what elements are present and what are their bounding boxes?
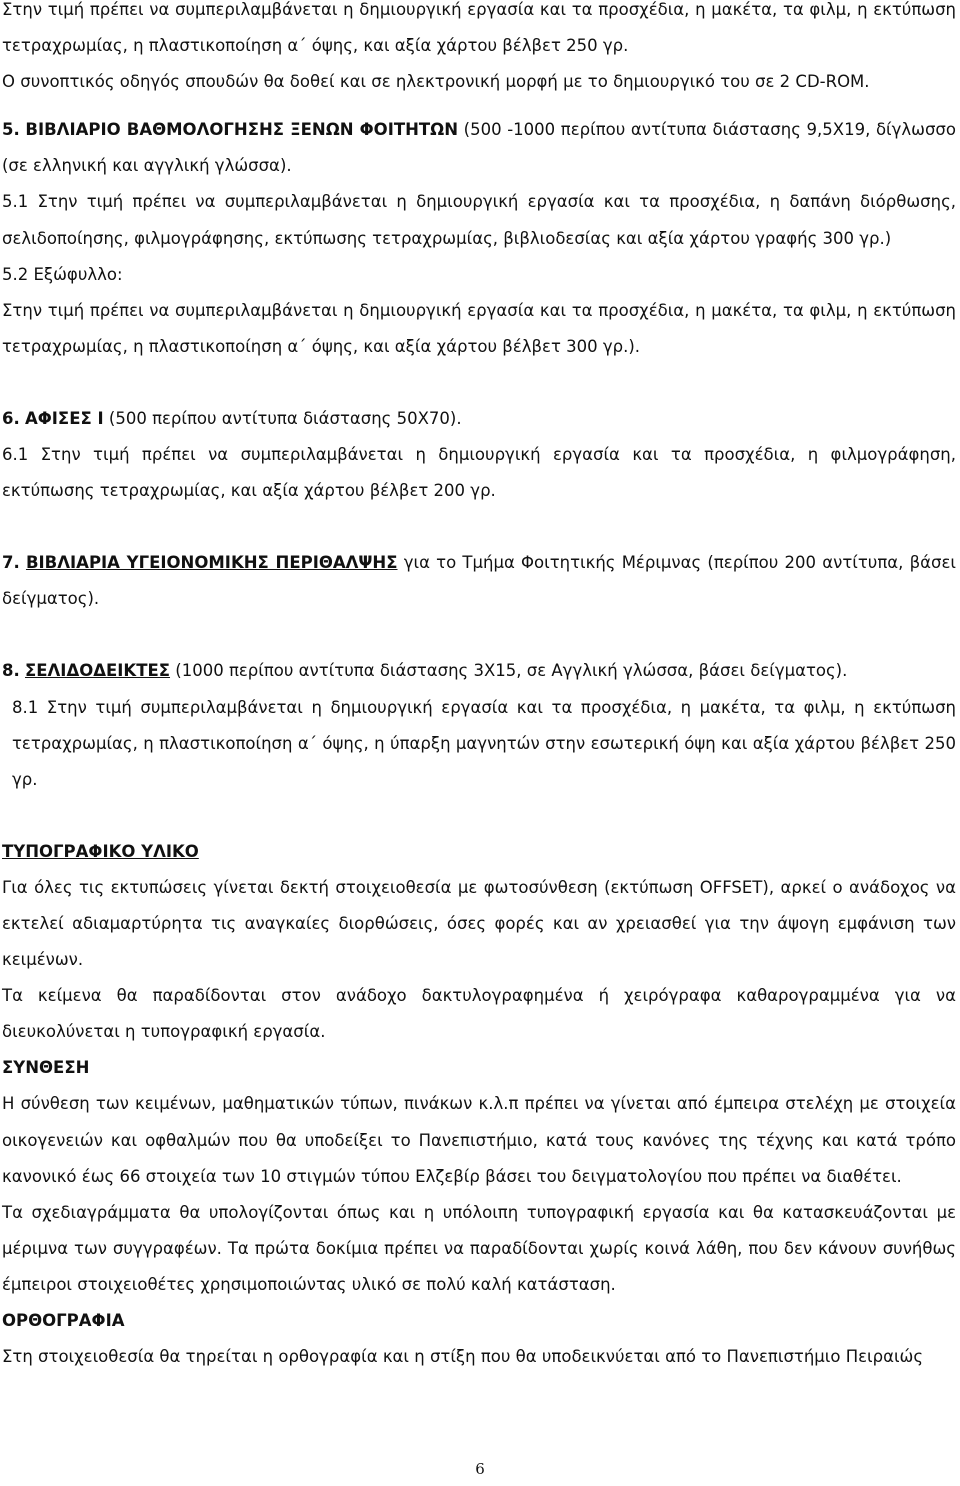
section-7-title: ΒΙΒΛΙΑΡΙΑ ΥΓΕΙΟΝΟΜΙΚΗΣ ΠΕΡΙΘΑΛΨΗΣ xyxy=(25,553,398,573)
cdrom-paragraph: Ο συνοπτικός οδηγός σπουδών θα δοθεί και σε ηλεκτρονική μορφή με το δημιουργικό του σε 2 CD-ROM. xyxy=(2,72,870,92)
section-5-2-paragraph: Στην τιμή πρέπει να συμπεριλαμβάνεται η δημιουργική εργασία και τα προσχέδια, η μακέτα, τα φιλμ, η εκτύπωση τετραχρωμίας, η πλαστικοποίηση α΄ όψης, και αξία χάρτου βέλβετ 300 γρ.). xyxy=(2,300,956,356)
section-8-number: 8. xyxy=(2,661,20,681)
synthesis-heading: ΣΥΝΘΕΣΗ xyxy=(2,1058,90,1078)
section-8-detail: (1000 περίπου αντίτυπα διάστασης 3Χ15, σε Αγγλική γλώσσα, βάσει δείγματος). xyxy=(175,661,848,681)
section-5-heading-line xyxy=(0,112,960,184)
orthography-paragraph: Στη στοιχειοθεσία θα τηρείται η ορθογραφία και η στίξη που θα υποδεικνύεται από το Πανεπιστήμιο Πειραιώς xyxy=(2,1347,924,1367)
typography-heading: ΤΥΠΟΓΡΑΦΙΚΟ ΥΛΙΚΟ xyxy=(2,841,199,861)
intro-paragraph: Στην τιμή πρέπει να συμπεριλαμβάνεται η δημιουργική εργασία και τα προσχέδια, η μακέτα, τα φιλμ, η εκτύπωση τετραχρωμίας, η πλαστικοποίηση α΄ όψης, και αξία χάρτου βέλβετ 250 γρ. xyxy=(2,0,956,56)
orthography-heading: ΟΡΘΟΓΡΑΦΙΑ xyxy=(2,1311,125,1330)
typography-paragraph-2: Τα κείμενα θα παραδίδονται στον ανάδοχο δακτυλογραφημένα ή χειρόγραφα καθαρογραμμένα για να διευκολύνεται η τυπογραφική εργασία. xyxy=(2,986,956,1042)
section-8-heading-line xyxy=(0,653,960,689)
synthesis-paragraph-1: Η σύνθεση των κειμένων, μαθηματικών τύπων, πινάκων κ.λ.π πρέπει να γίνεται από έμπειρα στελέχη με στοιχεία οικογενειών και οφθαλμών που θα υποδείξει το Πανεπιστήμιο, κατά τους κανόνες της τέχνης και κατά τρόπο κανονικό έως 66 στοιχεία των 10 στιγμών τύπου Ελζεβίρ βάσει του δειγματολογίου που πρέπει να διαθέτει. xyxy=(2,1094,956,1186)
page-number: 6 xyxy=(475,1460,485,1478)
section-6-detail: (500 περίπου αντίτυπα διάστασης 50Χ70). xyxy=(108,408,462,428)
synthesis-paragraph-2: Τα σχεδιαγράμματα θα υπολογίζονται όπως και η υπόλοιπη τυπογραφική εργασία και θα κατασκευάζονται με μέριμνα των συγγραφέων. Τα πρώτα δοκίμια πρέπει να παραδίδονται χωρίς κοινά λάθη, που δεν κάνουν συνήθως έμπειροι στοιχειοθέτες χρησιμοποιώντας υλικό σε πολύ καλή κατάσταση. xyxy=(2,1202,956,1294)
section-7-detail: για το Τμήμα Φοιτητικής Μέριμνας (περίπου 200 αντίτυπα, βάσει δείγματος). xyxy=(2,553,956,609)
section-5-title: ΒΙΒΛΙΑΡΙΟ ΒΑΘΜΟΛΟΓΗΣΗΣ ΞΕΝΩΝ ΦΟΙΤΗΤΩΝ xyxy=(25,120,459,140)
section-5-detail: (500 -1000 περίπου αντίτυπα διάστασης 9,5Χ19, δίγλωσσο (σε ελληνική και αγγλική γλώσσα). xyxy=(2,120,956,176)
section-8-1-paragraph: 8.1 Στην τιμή συμπεριλαμβάνεται η δημιουργική εργασία και τα προσχέδια, η μακέτα, τα φιλμ, η εκτύπωση τετραχρωμίας, η πλαστικοποίηση α΄ όψης, η ύπαρξη μαγνητών στην εσωτερική όψη και αξία χάρτου βέλβετ 250 γρ. xyxy=(12,697,956,789)
section-6-heading-line xyxy=(0,401,960,437)
section-5-2-title: 5.2 Εξώφυλλο: xyxy=(2,264,123,284)
section-7-heading-line xyxy=(0,545,960,617)
section-5-1-paragraph: 5.1 Στην τιμή πρέπει να συμπεριλαμβάνεται η δημιουργική εργασία και τα προσχέδια, η δαπάνη διόρθωσης, σελιδοποίησης, φιλμογράφησης, εκτύπωσης τετραχρωμίας, βιβλιοδεσίας και αξία χάρτου γραφής 300 γρ.) xyxy=(2,192,956,248)
section-6-number: 6. xyxy=(2,408,20,428)
section-6-title: ΑΦΙΣΕΣ Ι xyxy=(25,408,104,428)
section-5-number: 5. xyxy=(2,120,20,140)
section-8-title: ΣΕΛΙΔΟΔΕΙΚΤΕΣ xyxy=(25,661,171,681)
section-6-1-paragraph: 6.1 Στην τιμή πρέπει να συμπεριλαμβάνεται η δημιουργική εργασία και τα προσχέδια, η φιλμογράφηση, εκτύπωσης τετραχρωμίας, και αξία χάρτου βέλβετ 200 γρ. xyxy=(2,445,956,501)
typography-paragraph-1: Για όλες τις εκτυπώσεις γίνεται δεκτή στοιχειοθεσία με φωτοσύνθεση (εκτύπωση OFFSET), αρκεί ο ανάδοχος να εκτελεί αδιαμαρτύρητα τις αναγκαίες διορθώσεις, όσες φορές και αν χρειασθεί για την άψογη εμφάνιση των κειμένων. xyxy=(2,877,956,970)
section-7-number: 7. xyxy=(2,553,20,573)
